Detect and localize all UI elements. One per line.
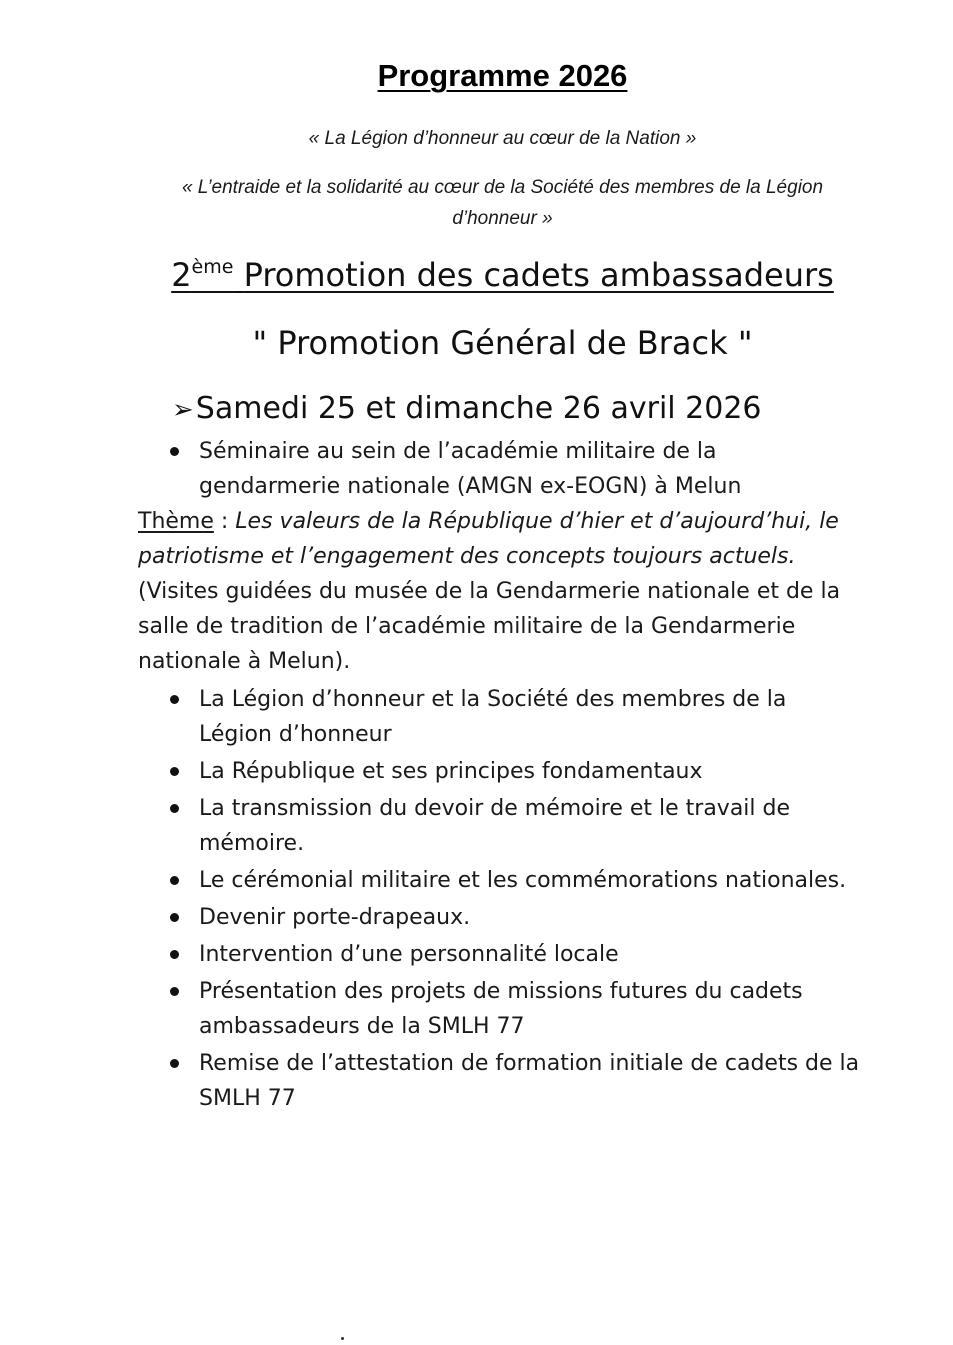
bullet-icon	[170, 695, 179, 704]
bullet-icon	[170, 987, 179, 996]
motto-quote-2: « L’entraide et la solidarité au cœur de la Société des membres de la Légion d’honneur »	[181, 177, 824, 229]
stray-mark	[341, 1337, 344, 1340]
promotion-heading	[0, 256, 953, 294]
bullet-icon	[170, 804, 179, 813]
theme-text: Les valeurs de la République d’hier et d’aujourd’hui, le patriotisme et l’engagement des concepts toujours actuels.	[138, 509, 839, 569]
topic-text: Le cérémonial militaire et les commémorations nationales.	[199, 868, 847, 893]
arrow-icon: ➢	[172, 395, 194, 425]
bullet-icon	[170, 950, 179, 959]
list-item	[170, 434, 850, 504]
list-item	[170, 682, 860, 752]
event-dates	[172, 391, 762, 426]
list-item	[170, 900, 860, 935]
promotion-ordinal: 2	[171, 256, 192, 294]
topic-text: Remise de l’attestation de formation initiale de cadets de la SMLH 77	[199, 1051, 860, 1111]
list-item	[170, 754, 860, 789]
theme-label: Thème	[138, 509, 214, 534]
theme-paragraph	[138, 504, 863, 679]
promotion-heading-text	[171, 256, 834, 294]
seminar-text: Séminaire au sein de l’académie militaire de la gendarmerie nationale (AMGN ex-EOGN) à Melun	[199, 439, 742, 499]
promotion-subtitle: " Promotion Général de Brack "	[252, 324, 753, 362]
page-title: Programme 2026	[377, 58, 628, 93]
list-item	[170, 937, 860, 972]
topic-text: Intervention d’une personnalité locale	[199, 942, 619, 967]
bullet-icon	[170, 447, 179, 456]
motto-quote-1: « La Légion d’honneur au cœur de la Nation »	[308, 128, 697, 149]
list-item	[170, 863, 860, 898]
topic-text: La transmission du devoir de mémoire et le travail de mémoire.	[199, 796, 791, 856]
theme-visits: (Visites guidées du musée de la Gendarmerie nationale et de la salle de tradition de l’académie militaire de la Gendarmerie nationale à Melun).	[138, 579, 841, 674]
list-item	[170, 974, 860, 1044]
list-item	[170, 1046, 860, 1116]
promotion-name: Promotion des cadets ambassadeurs	[243, 256, 834, 294]
topic-text: Devenir porte-drapeaux.	[199, 905, 471, 930]
topic-text: La République et ses principes fondamentaux	[199, 759, 703, 784]
topic-text: Présentation des projets de missions futures du cadets ambassadeurs de la SMLH 77	[199, 979, 803, 1039]
topic-text: La Légion d’honneur et la Société des membres de la Légion d’honneur	[199, 687, 787, 747]
list-item	[170, 791, 860, 861]
promotion-ordinal-suffix: ème	[191, 256, 234, 278]
topics-list	[170, 682, 860, 1118]
bullet-icon	[170, 913, 179, 922]
event-dates-label: Samedi 25 et dimanche 26 avril 2026	[195, 391, 762, 426]
bullet-icon	[170, 1059, 179, 1068]
bullet-icon	[170, 767, 179, 776]
bullet-icon	[170, 876, 179, 885]
seminar-list	[170, 434, 850, 506]
theme-separator: :	[213, 509, 236, 534]
